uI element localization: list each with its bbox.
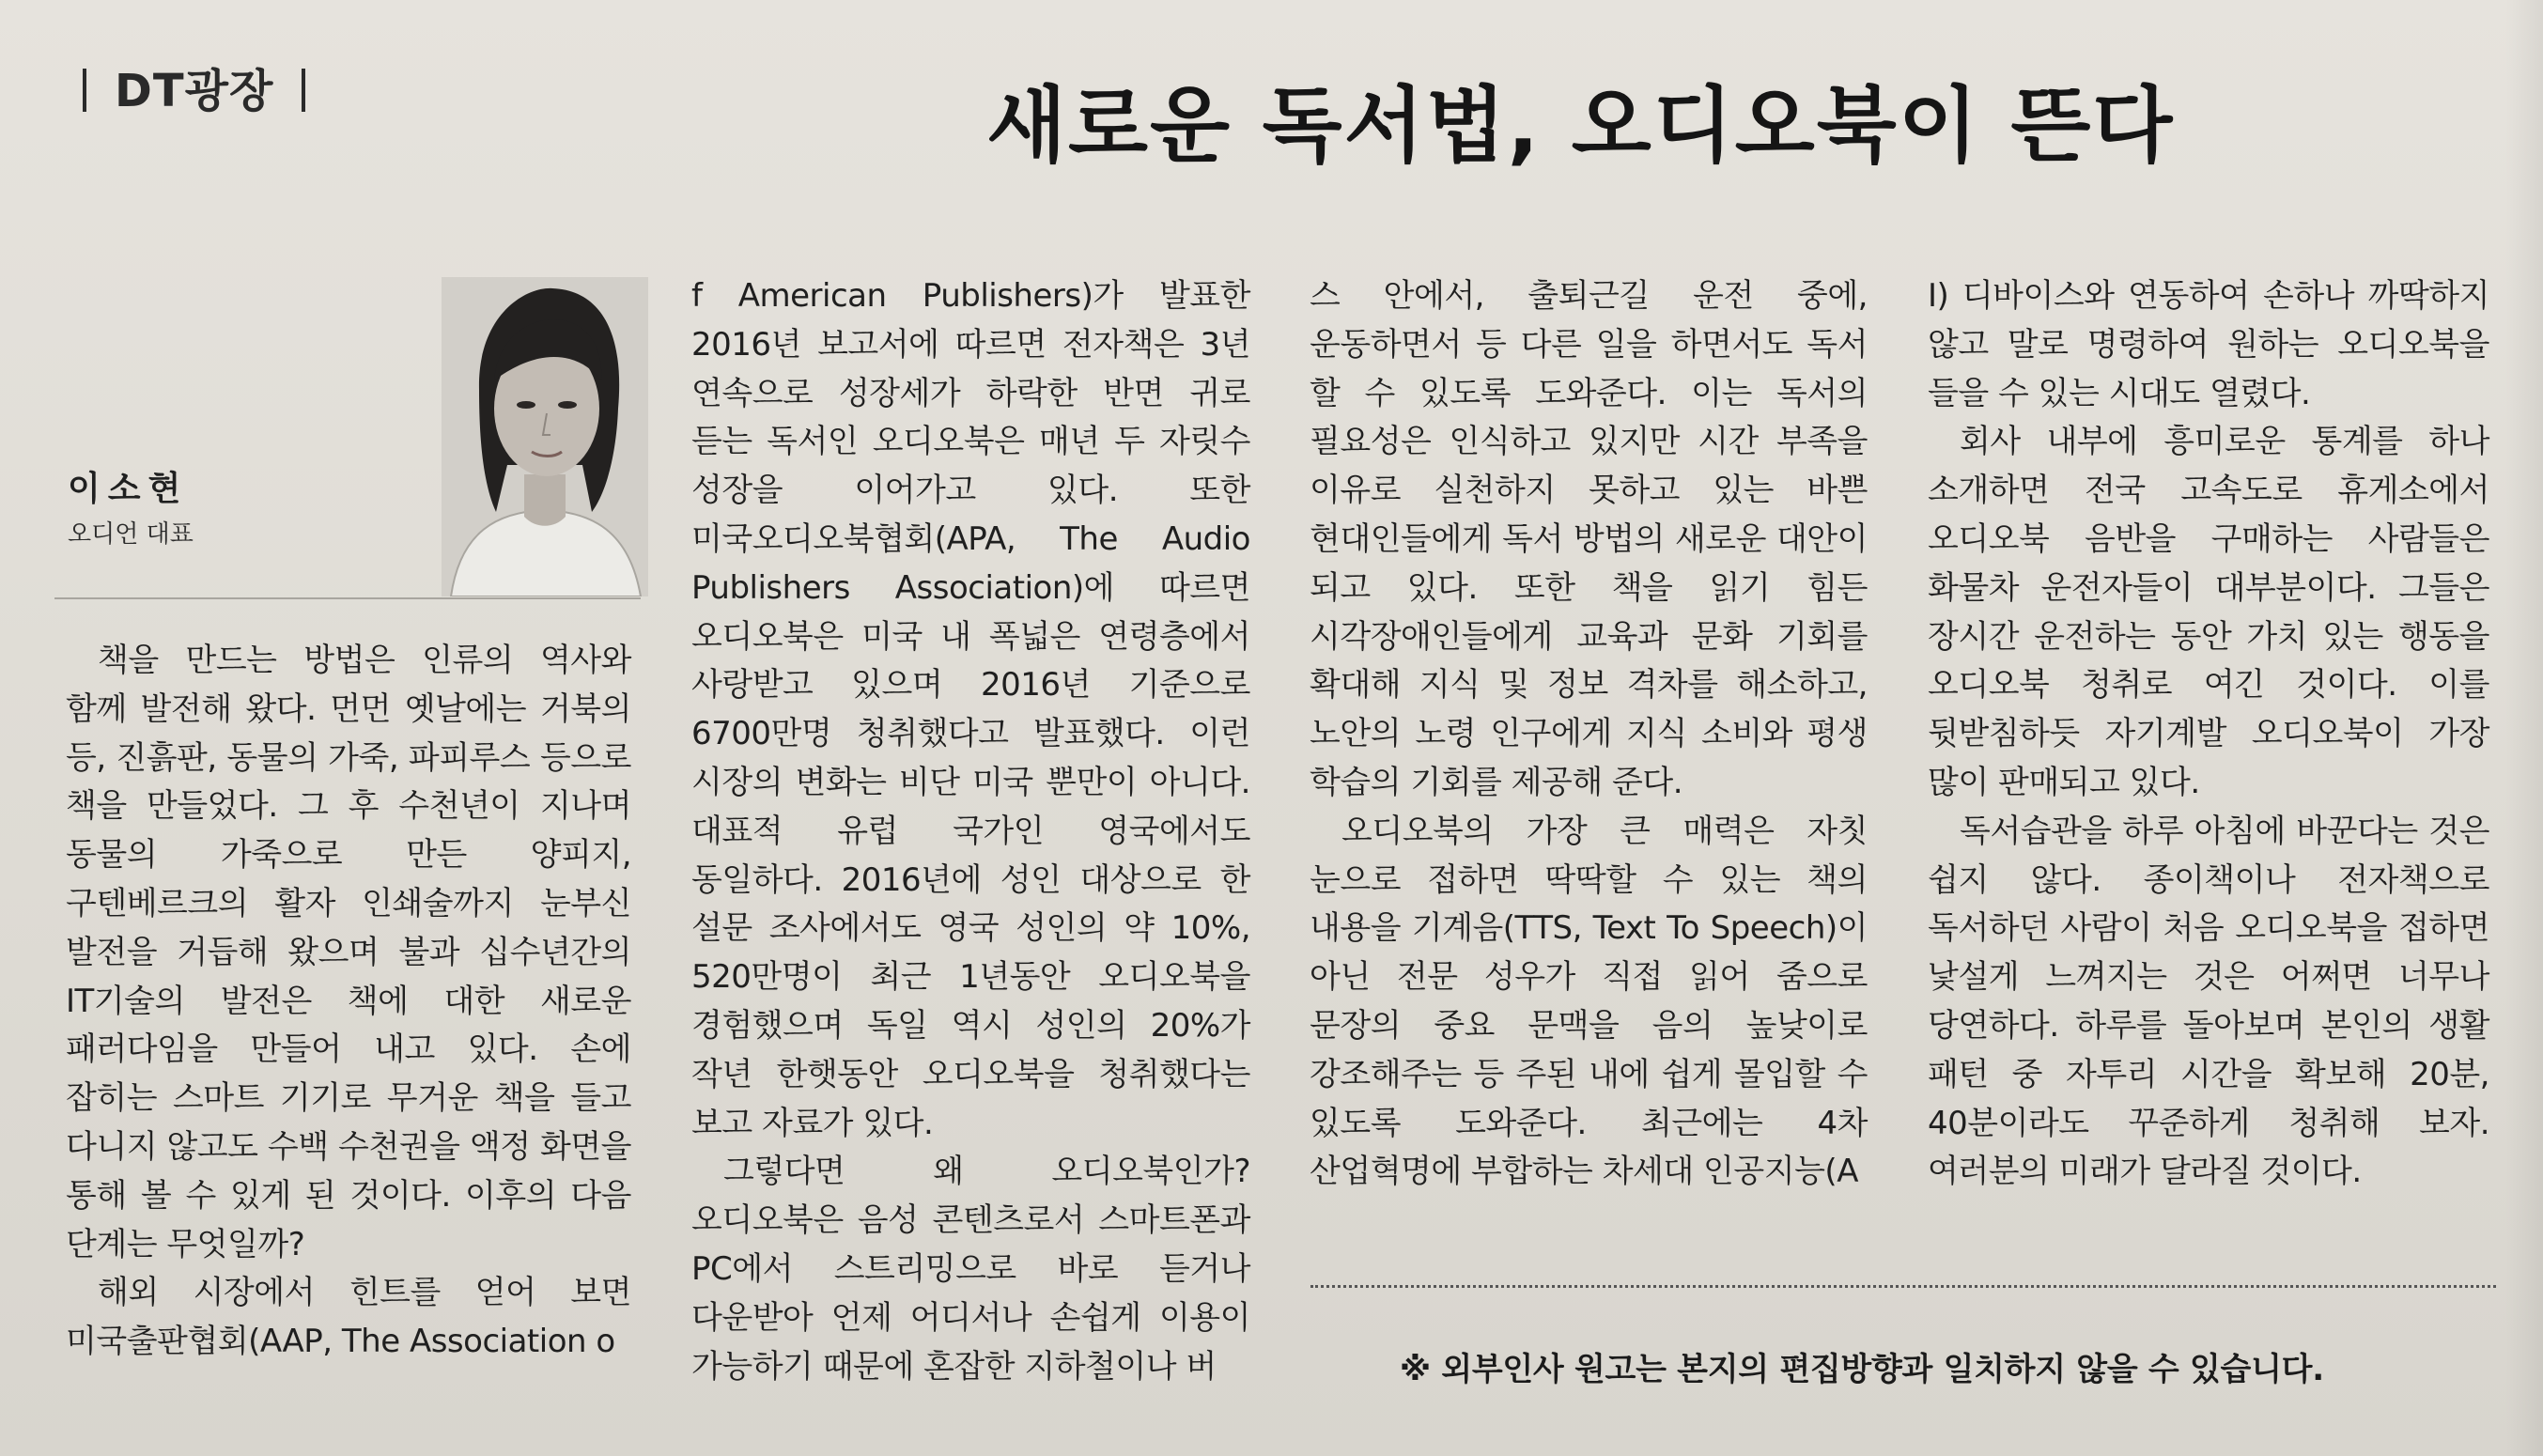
author-portrait-image — [442, 277, 648, 596]
paragraph: 스 안에서, 출퇴근길 운전 중에, 운동하면서 등 다른 일을 하면서도 독서 할 수 있도록 도와준다. 이는 독서의 필요성은 인식하고 있지만 시간 부족을 이유로 실천하지 못하고 있는 바쁜 현대인들에게 독서 방법의 새로운 대안이 되고 있다. 또한 책을 읽기 힘든 시각장애인들에게 교육과 문화 기회를 확대해 지식 및 정보 격차를 해소하고, 노안의 노령 인구에게 지식 소비와 평생 학습의 기회를 제공해 준다. — [1310, 277, 1868, 801]
section-bar-right — [302, 69, 305, 112]
paragraph: 해외 시장에서 힌트를 얻어 보면 미국출판협회(AAP, The Association o — [66, 1274, 631, 1361]
section-label-text: DT광장 — [115, 65, 274, 117]
section-bar-left — [83, 69, 86, 112]
article-column-4 — [1928, 272, 2489, 1197]
paragraph: 오디오북의 가장 큰 매력은 자칫 눈으로 접하면 딱딱할 수 있는 책의 내용을 기계음(TTS, Text To Speech)이 아닌 전문 성우가 직접 읽어 줌으로 문장의 중요 문맥을 음의 높낮이로 강조해주는 등 주된 내에 쉽게 몰입할 수 있도록 도와준다. 최근에는 4차 산업혁명에 부합하는 차세대 인공지능(A — [1310, 812, 1868, 1191]
article-column-2 — [691, 272, 1250, 1391]
section-label — [54, 54, 333, 119]
paragraph: f American Publishers)가 발표한 2016년 보고서에 따르면 전자책은 3년 연속으로 성장세가 하락한 반면 귀로 듣는 독서인 오디오북은 매년 두 자릿수 성장을 이어가고 있다. 또한 미국오디오북협회(APA, The Audio Publishers Association)에 따르면 오디오북은 미국 내 폭넓은 연령층에서 사랑받고 있으며 2016년 기준으로 6700만명 청취했다고 발표했다. 이런 시장의 변화는 비단 미국 뿐만이 아니다. 대표적 유럽 국가인 영국에서도 동일하다. 2016년에 성인 대상으로 한 설문 조사에서도 영국 성인의 약 10%, 520만명이 최근 1년동안 오디오북을 경험했으며 독일 역시 성인의 20%가 작년 한햇동안 오디오북을 청취했다는 보고 자료가 있다. — [691, 277, 1250, 1142]
author-name: 이소현 — [68, 470, 189, 508]
disclaimer-divider — [1310, 1285, 2496, 1288]
paragraph: 회사 내부에 흥미로운 통계를 하나 소개하면 전국 고속도로 휴게소에서 오디오북 음반을 구매하는 사람들은 화물차 운전자들이 대부분이다. 그들은 장시간 운전하는 동안 가치 있는 행동을 오디오북 청취로 여긴 것이다. 이를 뒷받침하듯 자기계발 오디오북이 가장 많이 판매되고 있다. — [1928, 423, 2489, 801]
disclaimer-text: ※ 외부인사 원고는 본지의 편집방향과 일치하지 않을 수 있습니다. — [1400, 1351, 2324, 1388]
article-headline: 새로운 독서법, 오디오북이 뜬다 — [986, 77, 2175, 174]
paragraph: 그렇다면 왜 오디오북인가? 오디오북은 음성 콘텐츠로서 스마트폰과 PC에서 스트리밍으로 바로 듣거나 다운받아 언제 어디서나 손쉽게 이용이 가능하기 때문에 혼잡한 지하철이나 버 — [691, 1153, 1250, 1386]
paper-edge-shadow — [2505, 0, 2543, 1456]
article-column-3 — [1310, 272, 1868, 1197]
paragraph: I) 디바이스와 연동하여 손하나 까딱하지 않고 말로 명령하여 원하는 오디오북을 들을 수 있는 시대도 열렸다. — [1928, 277, 2489, 412]
author-photo — [442, 277, 648, 596]
author-divider — [54, 597, 641, 599]
article-column-1 — [66, 637, 631, 1367]
paragraph: 책을 만드는 방법은 인류의 역사와 함께 발전해 왔다. 먼먼 옛날에는 거북의 등, 진흙판, 동물의 가죽, 파피루스 등으로 책을 만들었다. 그 후 수천년이 지나며 동물의 가죽으로 만든 양피지, 구텐베르크의 활자 인쇄술까지 눈부신 발전을 거듭해 왔으며 불과 십수년간의 IT기술의 발전은 책에 대한 새로운 패러다임을 만들어 내고 있다. 손에 잡히는 스마트 기기로 무거운 책을 들고 다니지 않고도 수백 수천권을 액정 화면을 통해 볼 수 있게 된 것이다. 이후의 다음 단계는 무엇일까? — [66, 642, 631, 1263]
author-title: 오디언 대표 — [68, 520, 194, 549]
paragraph: 독서습관을 하루 아침에 바꾼다는 것은 쉽지 않다. 종이책이나 전자책으로 독서하던 사람이 처음 오디오북을 접하면 낯설게 느껴지는 것은 어쩌면 너무나 당연하다. 하루를 돌아보며 본인의 생활 패턴 중 자투리 시간을 확보해 20분, 40분이라도 꾸준하게 청취해 보자. 여러분의 미래가 달라질 것이다. — [1928, 812, 2489, 1191]
